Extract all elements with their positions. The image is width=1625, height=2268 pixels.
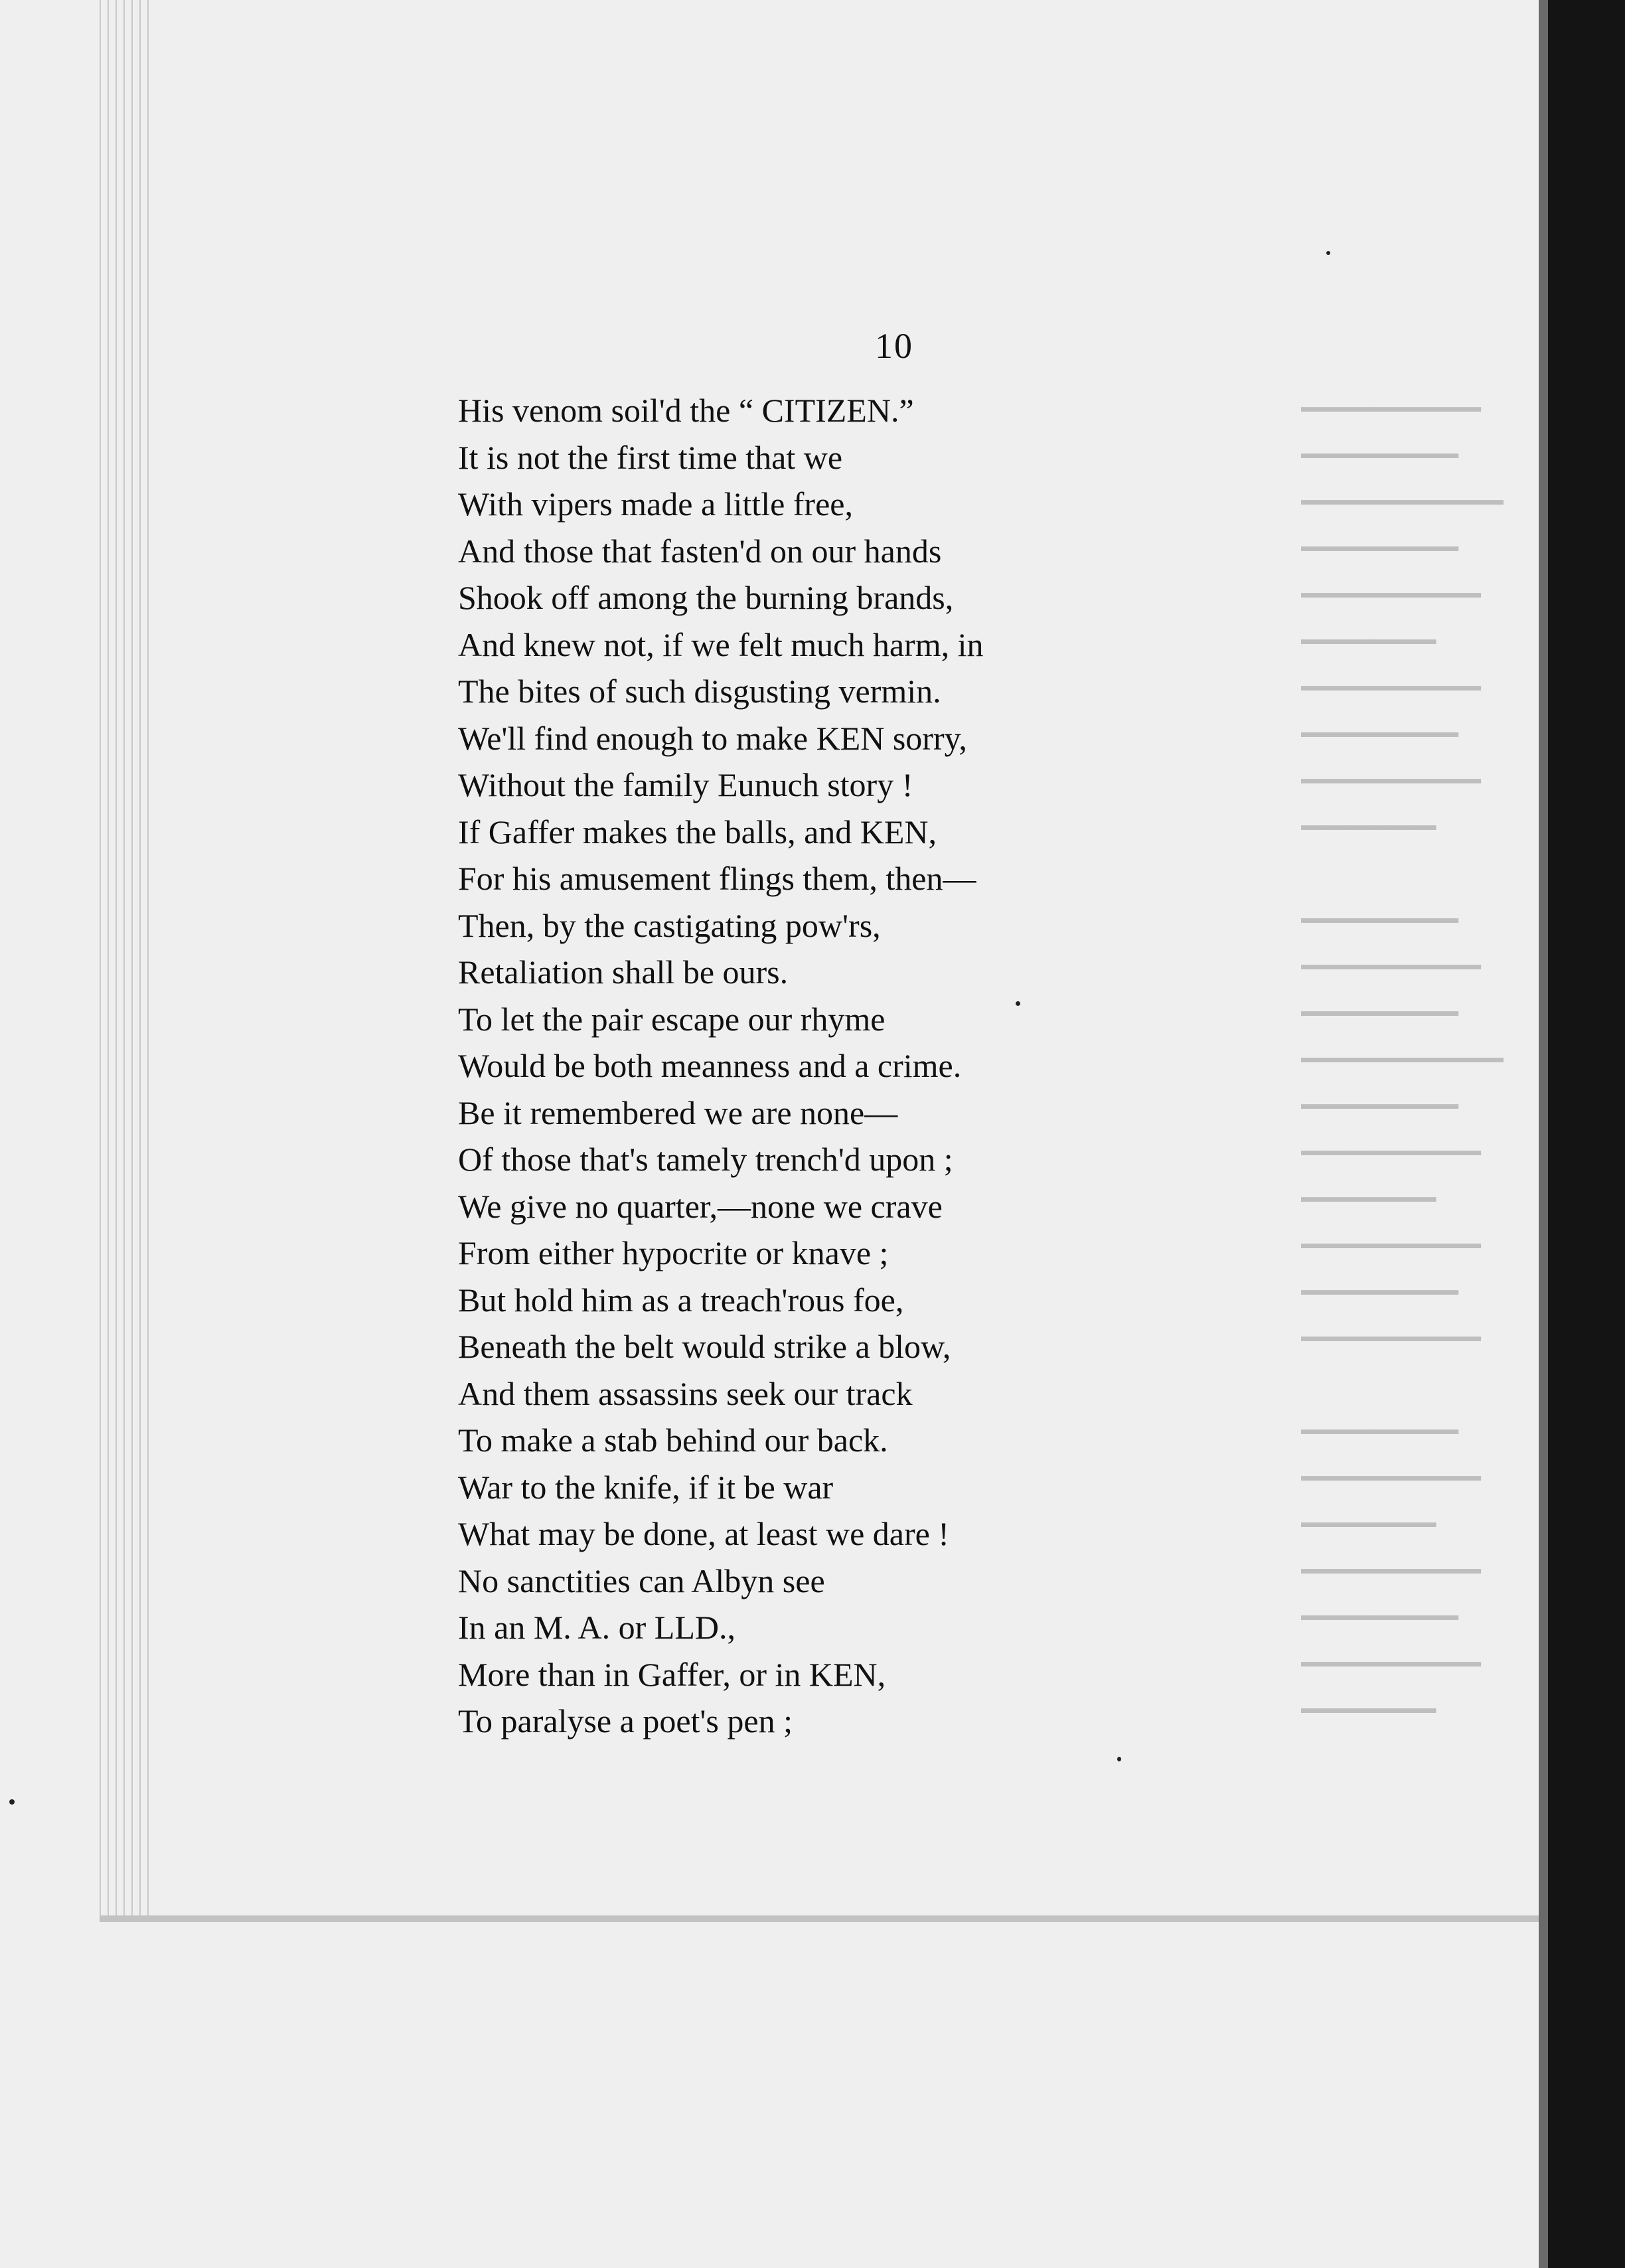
page-stack-edge	[108, 0, 109, 1922]
poem-line: Of those that's tamely trench'd upon ;	[458, 1141, 953, 1178]
ink-speck	[9, 1799, 15, 1805]
poem-line: Without the family Eunuch story !	[458, 766, 913, 803]
poem-line: His venom soil'd the “ CITIZEN.”	[458, 392, 914, 429]
poem-line: In an M. A. or LLD.,	[458, 1609, 735, 1646]
show-through-text: ▁▁▁▁▁▁▁▁ ▁▁▁▁▁▁▁ ▁▁▁▁▁▁▁▁▁ ▁▁▁▁▁▁▁ ▁▁▁▁▁▁▁▁ ▁▁▁▁▁▁ ▁▁▁▁▁▁▁▁ ▁▁▁▁▁▁▁ ▁▁▁▁▁▁▁▁ ▁▁▁▁▁▁ ▁▁▁▁▁▁▁ ▁▁▁▁▁▁▁▁ ▁▁▁▁▁▁▁ ▁▁▁▁▁▁▁▁▁ ▁▁▁▁▁▁▁ ▁▁▁▁▁▁▁▁ ▁▁▁▁▁▁ ▁▁▁▁▁▁▁▁ ▁▁▁▁▁▁▁ ▁▁▁▁▁▁▁▁ ▁▁▁▁▁▁▁ ▁▁▁▁▁▁▁▁ ▁▁▁▁▁▁ ▁▁▁▁▁▁▁▁ ▁▁▁▁▁▁▁ ▁▁▁▁▁▁▁▁ ▁▁▁▁▁▁	[1301, 378, 1504, 1712]
poem-line: To let the pair escape our rhyme	[458, 1000, 886, 1038]
ink-speck	[1326, 251, 1330, 255]
poem-line: The bites of such disgusting vermin.	[458, 673, 941, 710]
poem-line: More than in Gaffer, or in KEN,	[458, 1655, 886, 1693]
page-stack-edge	[147, 0, 149, 1922]
ink-speck	[1016, 1001, 1020, 1006]
page-stack-edge	[123, 0, 125, 1922]
page-right-edge	[1539, 0, 1548, 2268]
poem-line: For his amusement flings them, then—	[458, 860, 976, 897]
poem-line: To make a stab behind our back.	[458, 1421, 888, 1459]
poem-line: Retaliation shall be ours.	[458, 953, 789, 991]
poem-line: And them assassins seek our track	[458, 1374, 913, 1412]
poem-line: It is not the first time that we	[458, 438, 843, 476]
page-stack-edge	[131, 0, 133, 1922]
poem-line: What may be done, at least we dare !	[458, 1515, 949, 1552]
poem-line: And knew not, if we felt much harm, in	[458, 625, 984, 663]
page-number: 10	[875, 326, 913, 366]
poem-line: We give no quarter,—none we crave	[458, 1187, 943, 1225]
poem-line: No sanctities can Albyn see	[458, 1562, 825, 1599]
poem-line: From either hypocrite or knave ;	[458, 1234, 889, 1271]
page-stack-edge	[139, 0, 141, 1922]
poem-line: Would be both meanness and a crime.	[458, 1047, 962, 1084]
poem-line: But hold him as a treach'rous foe,	[458, 1281, 904, 1319]
poem-line: To paralyse a poet's pen ;	[458, 1702, 793, 1740]
poem-line: If Gaffer makes the balls, and KEN,	[458, 813, 937, 850]
page-stack-edge	[116, 0, 117, 1922]
poem-line: Then, by the castigating pow'rs,	[458, 906, 881, 944]
poem-line: With vipers made a little free,	[458, 485, 853, 523]
poem-text	[458, 387, 1341, 1745]
poem-line: We'll find enough to make KEN sorry,	[458, 719, 967, 757]
poem-line: Shook off among the burning brands,	[458, 579, 954, 616]
poem-line: War to the knife, if it be war	[458, 1468, 834, 1506]
page-bottom-fold	[100, 1915, 1539, 1922]
page-stack-edge	[100, 0, 101, 1922]
poem-line: Be it remembered we are none—	[458, 1094, 898, 1131]
poem-line: Beneath the belt would strike a blow,	[458, 1328, 951, 1365]
poem-line: And those that fasten'd on our hands	[458, 532, 942, 570]
ink-speck	[1117, 1757, 1121, 1761]
